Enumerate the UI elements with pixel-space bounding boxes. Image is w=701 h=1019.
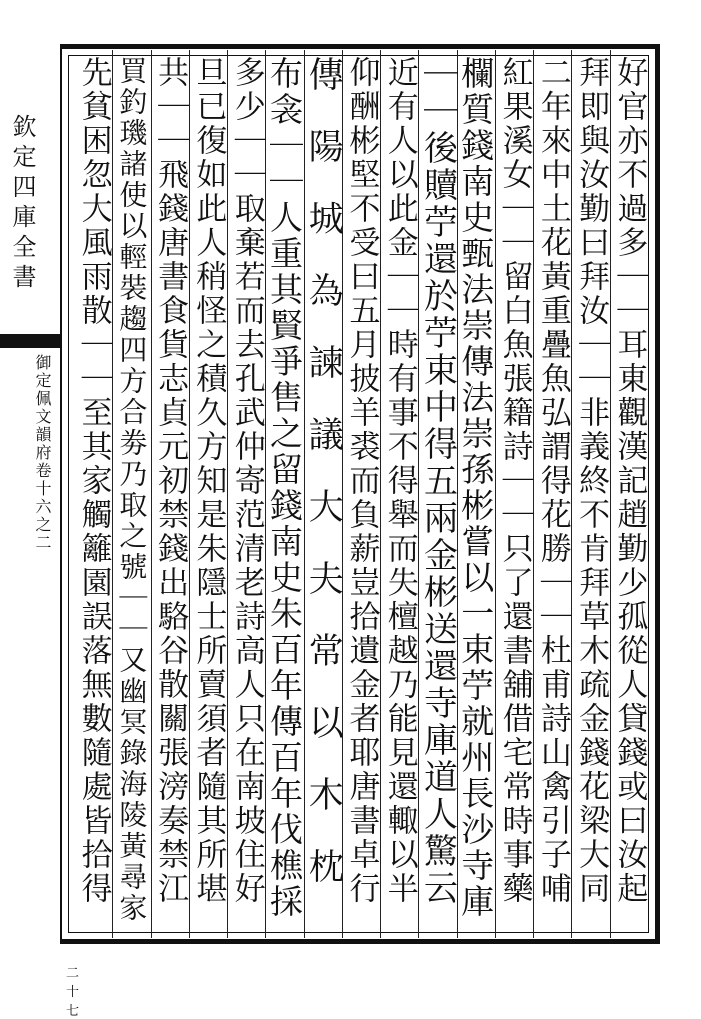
column-rule <box>112 50 113 938</box>
text-column: 好官亦不過多｜｜耳東觀漢記趙勤少孤從人貸錢或曰汝起 <box>611 56 648 906</box>
column-rule <box>189 50 190 938</box>
page-number: 二十七 <box>66 966 80 1019</box>
column-rule <box>533 50 534 938</box>
column-rule <box>610 50 611 938</box>
column-rule <box>151 50 152 938</box>
text-column: 拜即與汝勤曰拜汝｜｜非義終不肯拜草木疏金錢花梁大同 <box>573 56 610 906</box>
text-column: 先貧困忽大風雨散｜｜至其家觸籬園誤落無數隨處皆拾得 <box>75 56 112 906</box>
text-column: 布衾｜｜人重其賢爭售之留錢南史朱百年傳百年伐樵採 <box>264 56 304 920</box>
column-rule <box>418 50 419 938</box>
text-column: 近有人以此金｜｜時有事不得舉而失檀越乃能見還輙以半 <box>381 56 418 906</box>
text-column: 旦已復如此人稍怪之積久方知是朱隱士所賣須者隨其所堪 <box>190 56 227 906</box>
text-column: 二年來中土花黃重疊魚弘謂得花勝｜｜杜甫詩山禽引子哺 <box>534 56 571 906</box>
text-column: ｜｜後贖苧還於苧束中得五兩金彬送還寺庫道人驚云 <box>417 56 458 907</box>
book-title: 欽定四庫全書 <box>8 114 36 294</box>
text-column: 紅果溪女｜｜留白魚張籍詩｜｜只了還書舖借宅常時事藥 <box>496 56 533 906</box>
section-label: 御定佩文韻府卷十六之二 <box>33 354 52 552</box>
column-rule <box>265 50 266 938</box>
column-rule <box>495 50 496 938</box>
text-column: 買釣璣諸使以輕裝趨四方合劵乃取之號｜｜又幽冥錄海陵黃尋家 <box>115 56 149 924</box>
text-column: 傳陽城為諫議大夫常以木枕 <box>303 56 344 920</box>
margin-fishtail <box>0 334 60 348</box>
text-column: 欄質錢南史甄法崇傳法崇孫彬嘗以一束苧就州長沙寺庫 <box>456 56 496 920</box>
text-column: 多少｜｜取棄若而去孔武仲寄范清老詩高人只在南坡住好 <box>228 56 265 906</box>
text-column: 共｜｜飛錢唐書食貨志貞元初禁錢出駱谷散關張滂奏禁江 <box>152 56 189 906</box>
column-rule <box>227 50 228 938</box>
page-margin <box>0 44 80 1019</box>
column-rule <box>571 50 572 938</box>
column-rule <box>380 50 381 938</box>
text-column: 仰酬彬堅不受曰五月披羊裘而負薪豈拾遺金者耶唐書卓行 <box>343 56 380 906</box>
